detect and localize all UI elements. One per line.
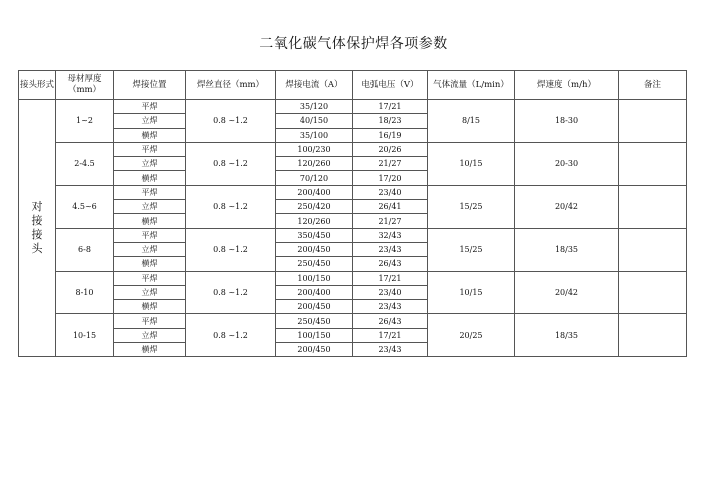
position-cell: 横焊	[114, 171, 186, 185]
table-row	[19, 228, 687, 242]
wire-diameter-cell: 0.8 ~1.2	[186, 142, 276, 185]
thickness-cell: 4.5~6	[56, 185, 114, 228]
thickness-cell: 8-10	[56, 271, 114, 314]
position-cell: 平焊	[114, 142, 186, 156]
wire-diameter-cell: 0.8 ~1.2	[186, 228, 276, 271]
speed-cell: 18/35	[515, 314, 619, 357]
header-position: 焊接位置	[114, 71, 186, 100]
table-row	[19, 271, 687, 285]
joint-type-cell	[19, 100, 56, 357]
remark-cell	[619, 314, 687, 357]
header-gas-flow: 气体流量（L/min）	[428, 71, 515, 100]
speed-cell: 18/35	[515, 228, 619, 271]
voltage-cell: 17/21	[353, 271, 428, 285]
speed-cell: 20/42	[515, 271, 619, 314]
speed-cell: 20/42	[515, 185, 619, 228]
current-cell: 250/450	[276, 257, 353, 271]
joint-type-label: 对接接头	[31, 200, 43, 256]
voltage-cell: 26/43	[353, 257, 428, 271]
wire-diameter-cell: 0.8 ~1.2	[186, 185, 276, 228]
current-cell: 200/450	[276, 343, 353, 357]
header-speed: 焊速度（m/h）	[515, 71, 619, 100]
remark-cell	[619, 100, 687, 143]
header-current: 焊接电流（A）	[276, 71, 353, 100]
current-cell: 100/150	[276, 271, 353, 285]
current-cell: 35/100	[276, 128, 353, 142]
current-cell: 200/400	[276, 285, 353, 299]
position-cell: 平焊	[114, 314, 186, 328]
position-cell: 立焊	[114, 285, 186, 299]
voltage-cell: 23/40	[353, 185, 428, 199]
speed-cell: 18-30	[515, 100, 619, 143]
table-row	[19, 314, 687, 328]
current-cell: 200/450	[276, 300, 353, 314]
remark-cell	[619, 185, 687, 228]
header-joint-type: 接头形式	[19, 71, 56, 100]
page-title: 二氧化碳气体保护焊各项参数	[259, 36, 448, 52]
thickness-cell: 2-4.5	[56, 142, 114, 185]
gas-flow-cell: 15/25	[428, 185, 515, 228]
current-cell: 250/420	[276, 200, 353, 214]
table-row	[19, 142, 687, 156]
wire-diameter-cell: 0.8 ~1.2	[186, 100, 276, 143]
gas-flow-cell: 15/25	[428, 228, 515, 271]
position-cell: 平焊	[114, 185, 186, 199]
gas-flow-cell: 10/15	[428, 142, 515, 185]
position-cell: 立焊	[114, 242, 186, 256]
current-cell: 200/400	[276, 185, 353, 199]
position-cell: 立焊	[114, 200, 186, 214]
voltage-cell: 21/27	[353, 157, 428, 171]
current-cell: 40/150	[276, 114, 353, 128]
position-cell: 立焊	[114, 328, 186, 342]
voltage-cell: 17/21	[353, 100, 428, 114]
current-cell: 120/260	[276, 157, 353, 171]
speed-cell: 20-30	[515, 142, 619, 185]
position-cell: 平焊	[114, 100, 186, 114]
position-cell: 横焊	[114, 257, 186, 271]
voltage-cell: 23/43	[353, 343, 428, 357]
current-cell: 350/450	[276, 228, 353, 242]
current-cell: 100/230	[276, 142, 353, 156]
position-cell: 平焊	[114, 271, 186, 285]
table-row	[19, 185, 687, 199]
gas-flow-cell: 8/15	[428, 100, 515, 143]
voltage-cell: 17/21	[353, 328, 428, 342]
voltage-cell: 21/27	[353, 214, 428, 228]
voltage-cell: 23/40	[353, 285, 428, 299]
voltage-cell: 20/26	[353, 142, 428, 156]
current-cell: 200/450	[276, 242, 353, 256]
thickness-cell: 1~2	[56, 100, 114, 143]
position-cell: 立焊	[114, 114, 186, 128]
current-cell: 120/260	[276, 214, 353, 228]
thickness-cell: 10-15	[56, 314, 114, 357]
table-row	[19, 100, 687, 114]
header-voltage: 电弧电压（V）	[353, 71, 428, 100]
position-cell: 立焊	[114, 157, 186, 171]
header-wire-diameter: 焊丝直径（mm）	[186, 71, 276, 100]
current-cell: 250/450	[276, 314, 353, 328]
voltage-cell: 17/20	[353, 171, 428, 185]
current-cell: 100/150	[276, 328, 353, 342]
position-cell: 横焊	[114, 300, 186, 314]
gas-flow-cell: 10/15	[428, 271, 515, 314]
position-cell: 横焊	[114, 128, 186, 142]
voltage-cell: 23/43	[353, 300, 428, 314]
position-cell: 横焊	[114, 343, 186, 357]
voltage-cell: 32/43	[353, 228, 428, 242]
header-remark: 备注	[619, 71, 687, 100]
wire-diameter-cell: 0.8 ~1.2	[186, 271, 276, 314]
thickness-cell: 6-8	[56, 228, 114, 271]
header-thickness: 母材厚度（mm）	[56, 71, 114, 100]
table-body	[19, 100, 687, 357]
voltage-cell: 16/19	[353, 128, 428, 142]
position-cell: 横焊	[114, 214, 186, 228]
voltage-cell: 23/43	[353, 242, 428, 256]
remark-cell	[619, 228, 687, 271]
gas-flow-cell: 20/25	[428, 314, 515, 357]
position-cell: 平焊	[114, 228, 186, 242]
welding-parameters-table	[18, 70, 687, 357]
current-cell: 35/120	[276, 100, 353, 114]
voltage-cell: 18/23	[353, 114, 428, 128]
remark-cell	[619, 271, 687, 314]
voltage-cell: 26/41	[353, 200, 428, 214]
voltage-cell: 26/43	[353, 314, 428, 328]
header-row	[19, 71, 687, 100]
current-cell: 70/120	[276, 171, 353, 185]
wire-diameter-cell: 0.8 ~1.2	[186, 314, 276, 357]
remark-cell	[619, 142, 687, 185]
